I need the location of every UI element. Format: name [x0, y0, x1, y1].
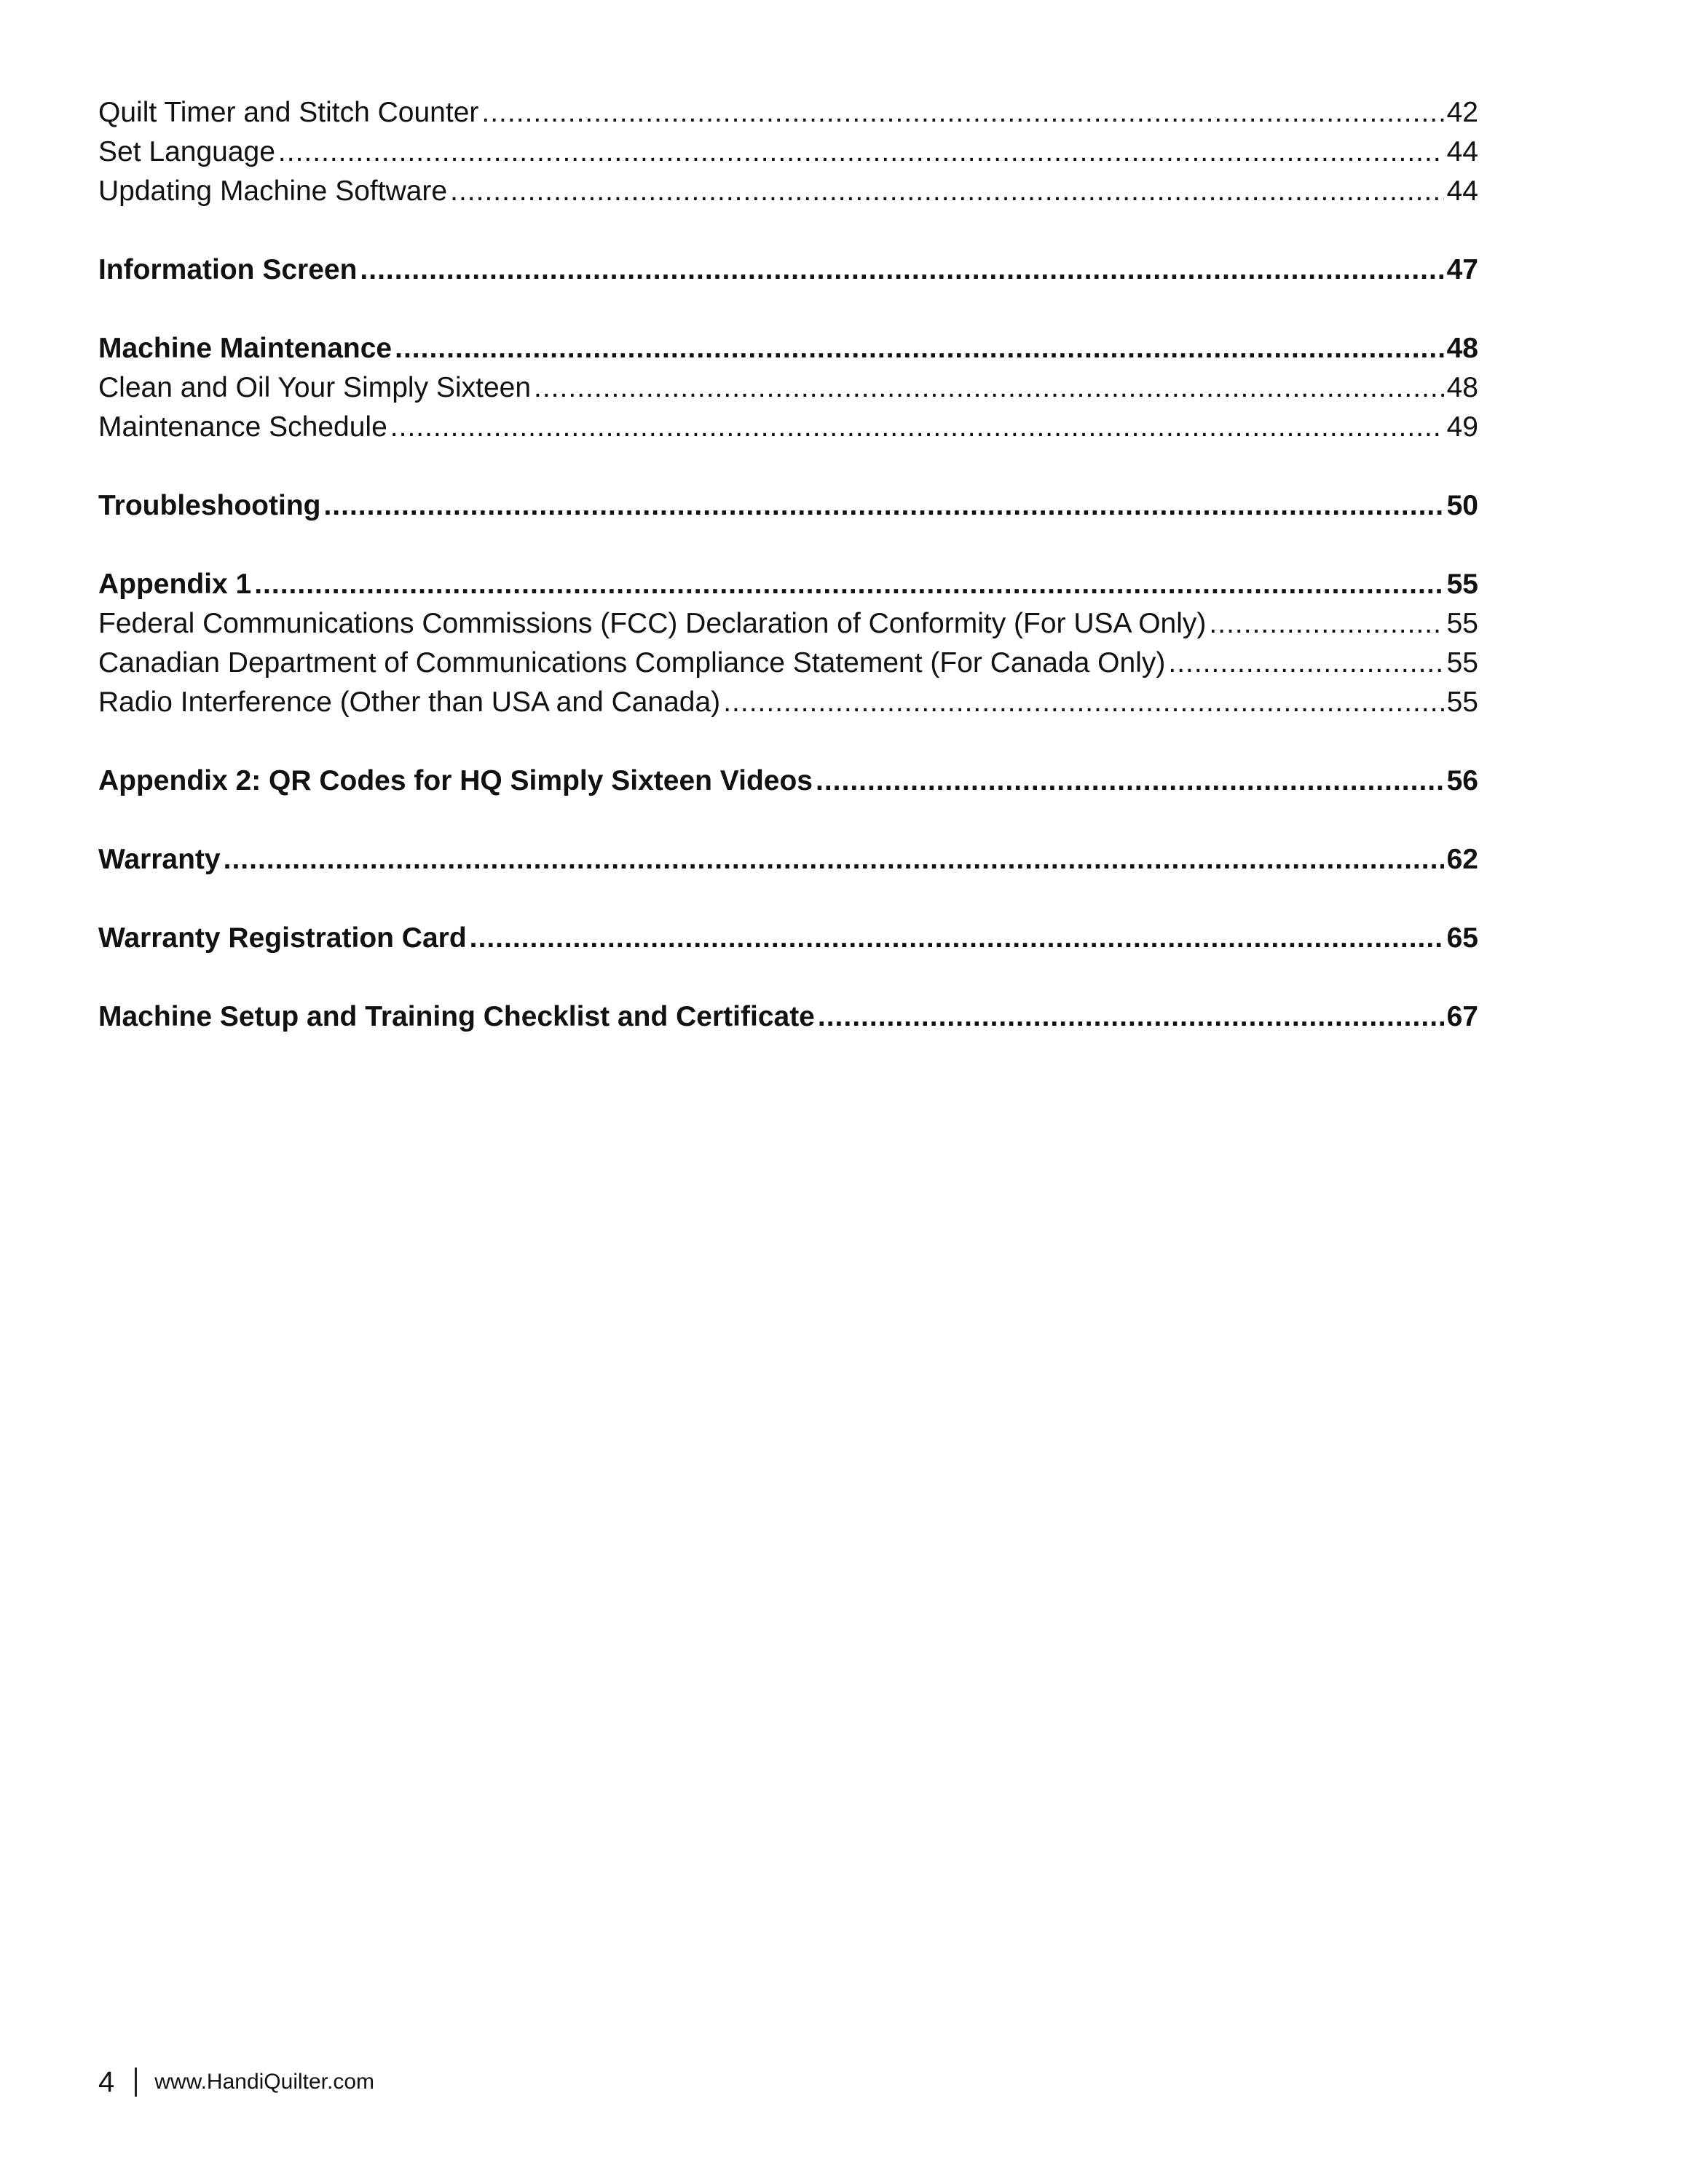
- table-of-contents: [98, 93, 1478, 1037]
- toc-entry-title: Maintenance Schedule: [98, 411, 387, 443]
- toc-entry[interactable]: [98, 644, 1478, 683]
- toc-section-heading[interactable]: [98, 329, 1478, 368]
- toc-entry-title: Machine Maintenance: [98, 333, 393, 364]
- toc-section-heading[interactable]: [98, 997, 1478, 1037]
- page-footer: [98, 2064, 374, 2100]
- toc-section-heading[interactable]: [98, 919, 1478, 958]
- toc-entry-page: 67: [1446, 1001, 1478, 1032]
- toc-entry-title: Troubleshooting: [98, 490, 321, 521]
- toc-entry-page: 42: [1446, 97, 1478, 128]
- toc-entry-page: 44: [1446, 136, 1478, 167]
- toc-section-heading[interactable]: [98, 250, 1478, 290]
- toc-entry-title: Warranty Registration Card: [98, 922, 467, 954]
- toc-section-heading[interactable]: [98, 486, 1478, 526]
- toc-leader-dots: [816, 761, 1444, 801]
- toc-leader-dots: [254, 565, 1443, 604]
- toc-leader-dots: [534, 368, 1444, 408]
- toc-entry[interactable]: [98, 604, 1478, 644]
- toc-leader-dots: [323, 486, 1443, 526]
- toc-entry-page: 47: [1446, 254, 1478, 285]
- toc-leader-dots: [1209, 604, 1443, 644]
- toc-entry-page: 48: [1446, 372, 1478, 403]
- toc-leader-dots: [224, 840, 1444, 879]
- toc-entry[interactable]: [98, 132, 1478, 172]
- page-number: 4: [98, 2065, 115, 2098]
- toc-leader-dots: [395, 329, 1444, 368]
- toc-leader-dots: [470, 919, 1444, 958]
- toc-entry-title: Appendix 1: [98, 569, 252, 600]
- toc-entry-page: 56: [1446, 765, 1478, 796]
- toc-leader-dots: [1168, 644, 1443, 683]
- toc-entry[interactable]: [98, 368, 1478, 408]
- toc-entry-page: 55: [1446, 687, 1478, 718]
- toc-section-heading[interactable]: [98, 840, 1478, 879]
- toc-entry-page: 49: [1446, 411, 1478, 443]
- toc-entry-title: Radio Interference (Other than USA and Canada): [98, 687, 721, 718]
- toc-leader-dots: [278, 132, 1444, 172]
- toc-entry-title: Canadian Department of Communications Compliance Statement (For Canada Only): [98, 647, 1166, 678]
- toc-entry-title: Information Screen: [98, 254, 358, 285]
- footer-divider: [135, 2068, 137, 2097]
- toc-entry-title: Warranty: [98, 844, 221, 875]
- toc-leader-dots: [390, 408, 1444, 447]
- toc-entry[interactable]: [98, 172, 1478, 211]
- toc-leader-dots: [450, 172, 1444, 211]
- toc-entry-page: 48: [1446, 333, 1478, 364]
- toc-entry-title: Quilt Timer and Stitch Counter: [98, 97, 479, 128]
- toc-entry-page: 50: [1446, 490, 1478, 521]
- toc-entry[interactable]: [98, 408, 1478, 447]
- footer-website-link[interactable]: www.HandiQuilter.com: [154, 2070, 375, 2094]
- toc-entry-page: 62: [1446, 844, 1478, 875]
- toc-entry-page: 44: [1446, 175, 1478, 207]
- toc-entry-title: Appendix 2: QR Codes for HQ Simply Sixteen Videos: [98, 765, 813, 796]
- toc-entry-title: Updating Machine Software: [98, 175, 448, 207]
- toc-entry-page: 55: [1446, 569, 1478, 600]
- toc-entry[interactable]: [98, 93, 1478, 132]
- toc-entry-title: Machine Setup and Training Checklist and Certificate: [98, 1001, 815, 1032]
- toc-leader-dots: [360, 250, 1443, 290]
- toc-entry-title: Clean and Oil Your Simply Sixteen: [98, 372, 532, 403]
- toc-section-heading[interactable]: [98, 565, 1478, 604]
- toc-leader-dots: [818, 997, 1444, 1037]
- toc-entry-page: 65: [1446, 922, 1478, 954]
- toc-section-heading[interactable]: [98, 761, 1478, 801]
- toc-entry-page: 55: [1446, 647, 1478, 678]
- toc-entry[interactable]: [98, 683, 1478, 722]
- toc-entry-title: Federal Communications Commissions (FCC) Declaration of Conformity (For USA Only): [98, 608, 1207, 639]
- toc-entry-title: Set Language: [98, 136, 275, 167]
- toc-leader-dots: [723, 683, 1443, 722]
- toc-leader-dots: [481, 93, 1443, 132]
- toc-entry-page: 55: [1446, 608, 1478, 639]
